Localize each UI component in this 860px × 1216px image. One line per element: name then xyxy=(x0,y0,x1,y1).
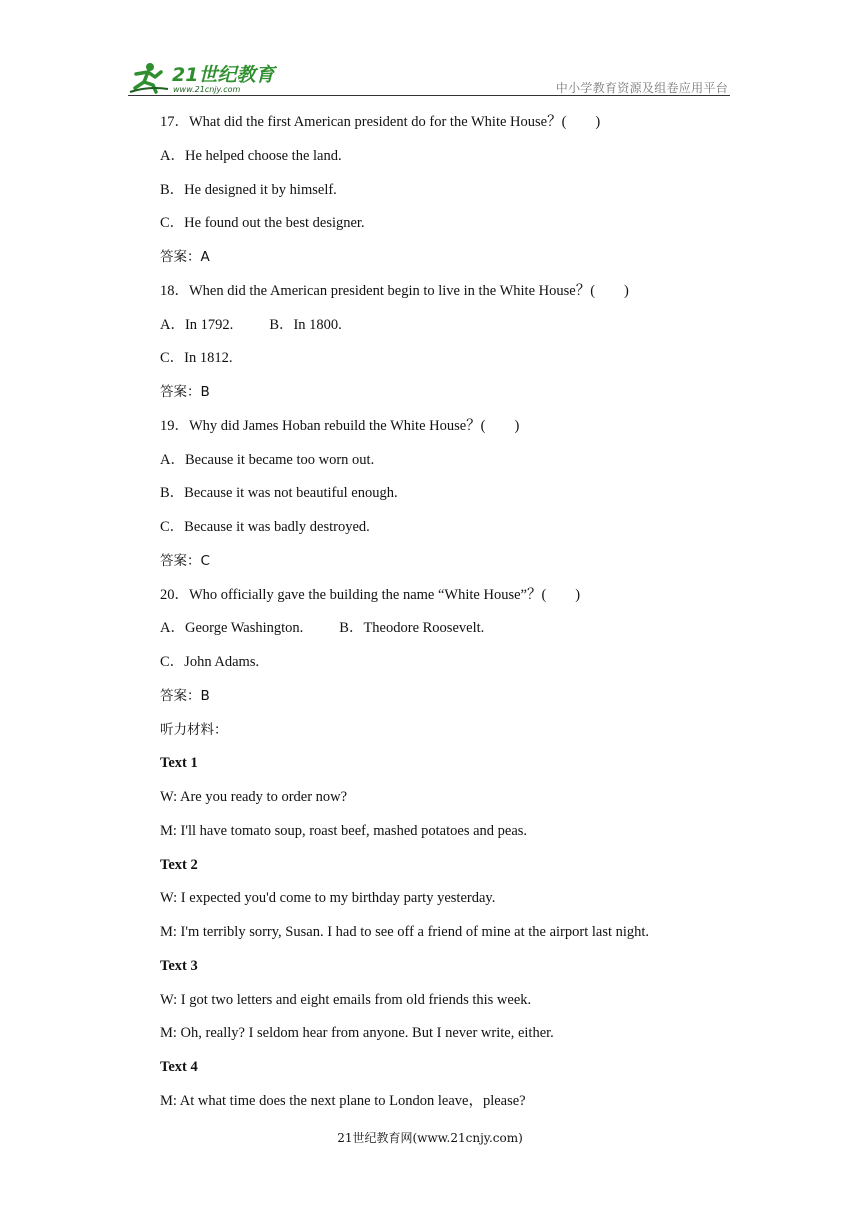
option-b: B．Because it was not beautiful enough. xyxy=(160,485,398,502)
text-heading: Text 3 xyxy=(160,957,198,974)
document-body xyxy=(160,110,720,1123)
dialogue-line: W: Are you ready to order now? xyxy=(160,789,348,805)
question-stem: 18．When did the American president begin to live in the White House？( ) xyxy=(160,282,629,299)
option-row xyxy=(160,616,720,650)
dialogue-line: M: Oh, really? I seldom hear from anyone. But I never write, either. xyxy=(160,1025,554,1042)
option-b: B．He designed it by himself. xyxy=(160,181,337,198)
option-c: C．He found out the best designer. xyxy=(160,215,365,232)
text-heading: Text 4 xyxy=(160,1059,198,1075)
dialogue-line: W: I expected you'd come to my birthday party yesterday. xyxy=(160,890,496,907)
header-divider xyxy=(128,95,730,96)
option-c: C．Because it was badly destroyed. xyxy=(160,519,370,535)
question-stem: 19．Why did James Hoban rebuild the White House？( ) xyxy=(160,417,520,434)
option-b: B．In 1800. xyxy=(269,316,342,333)
page-footer: 21世纪教育网(www.21cnjy.com) xyxy=(337,1131,523,1145)
answer: 答案：B xyxy=(160,384,210,400)
page-header xyxy=(128,58,730,96)
answer: 答案：C xyxy=(160,552,210,569)
text-heading: Text 2 xyxy=(160,856,198,873)
option-a: A．Because it became too worn out. xyxy=(160,451,375,468)
option-b: B．Theodore Roosevelt. xyxy=(339,620,485,637)
logo xyxy=(128,58,288,96)
option-c: C．John Adams. xyxy=(160,654,260,670)
answer: 答案：B xyxy=(160,687,210,704)
dialogue-line: W: I got two letters and eight emails from old friends this week. xyxy=(160,991,532,1008)
question-stem: 17．What did the first American president do for the White House？( ) xyxy=(160,114,601,130)
dialogue-line: M: At what time does the next plane to London leave，please? xyxy=(160,1092,526,1109)
question-stem: 20．Who officially gave the building the name “White House”？( ) xyxy=(160,586,581,603)
logo-url: www.21cnjy.com xyxy=(173,85,241,94)
logo-text: 21世纪教育 xyxy=(172,64,275,86)
text-heading: Text 1 xyxy=(160,755,198,772)
dialogue-line: M: I'm terribly sorry, Susan. I had to see off a friend of mine at the airport last night. xyxy=(160,924,650,940)
option-a: A．He helped choose the land. xyxy=(160,147,342,164)
option-row xyxy=(160,313,720,347)
option-a: A．George Washington. xyxy=(160,620,304,637)
running-figure-icon xyxy=(130,63,168,92)
header-tagline: 中小学教育资源及组卷应用平台 xyxy=(555,81,728,95)
section-title: 听力材料： xyxy=(160,721,228,738)
answer: 答案：A xyxy=(160,249,210,265)
option-c: C．In 1812. xyxy=(160,350,233,367)
option-a: A．In 1792. xyxy=(160,316,234,333)
dialogue-line: M: I'll have tomato soup, roast beef, mashed potatoes and peas. xyxy=(160,822,528,839)
